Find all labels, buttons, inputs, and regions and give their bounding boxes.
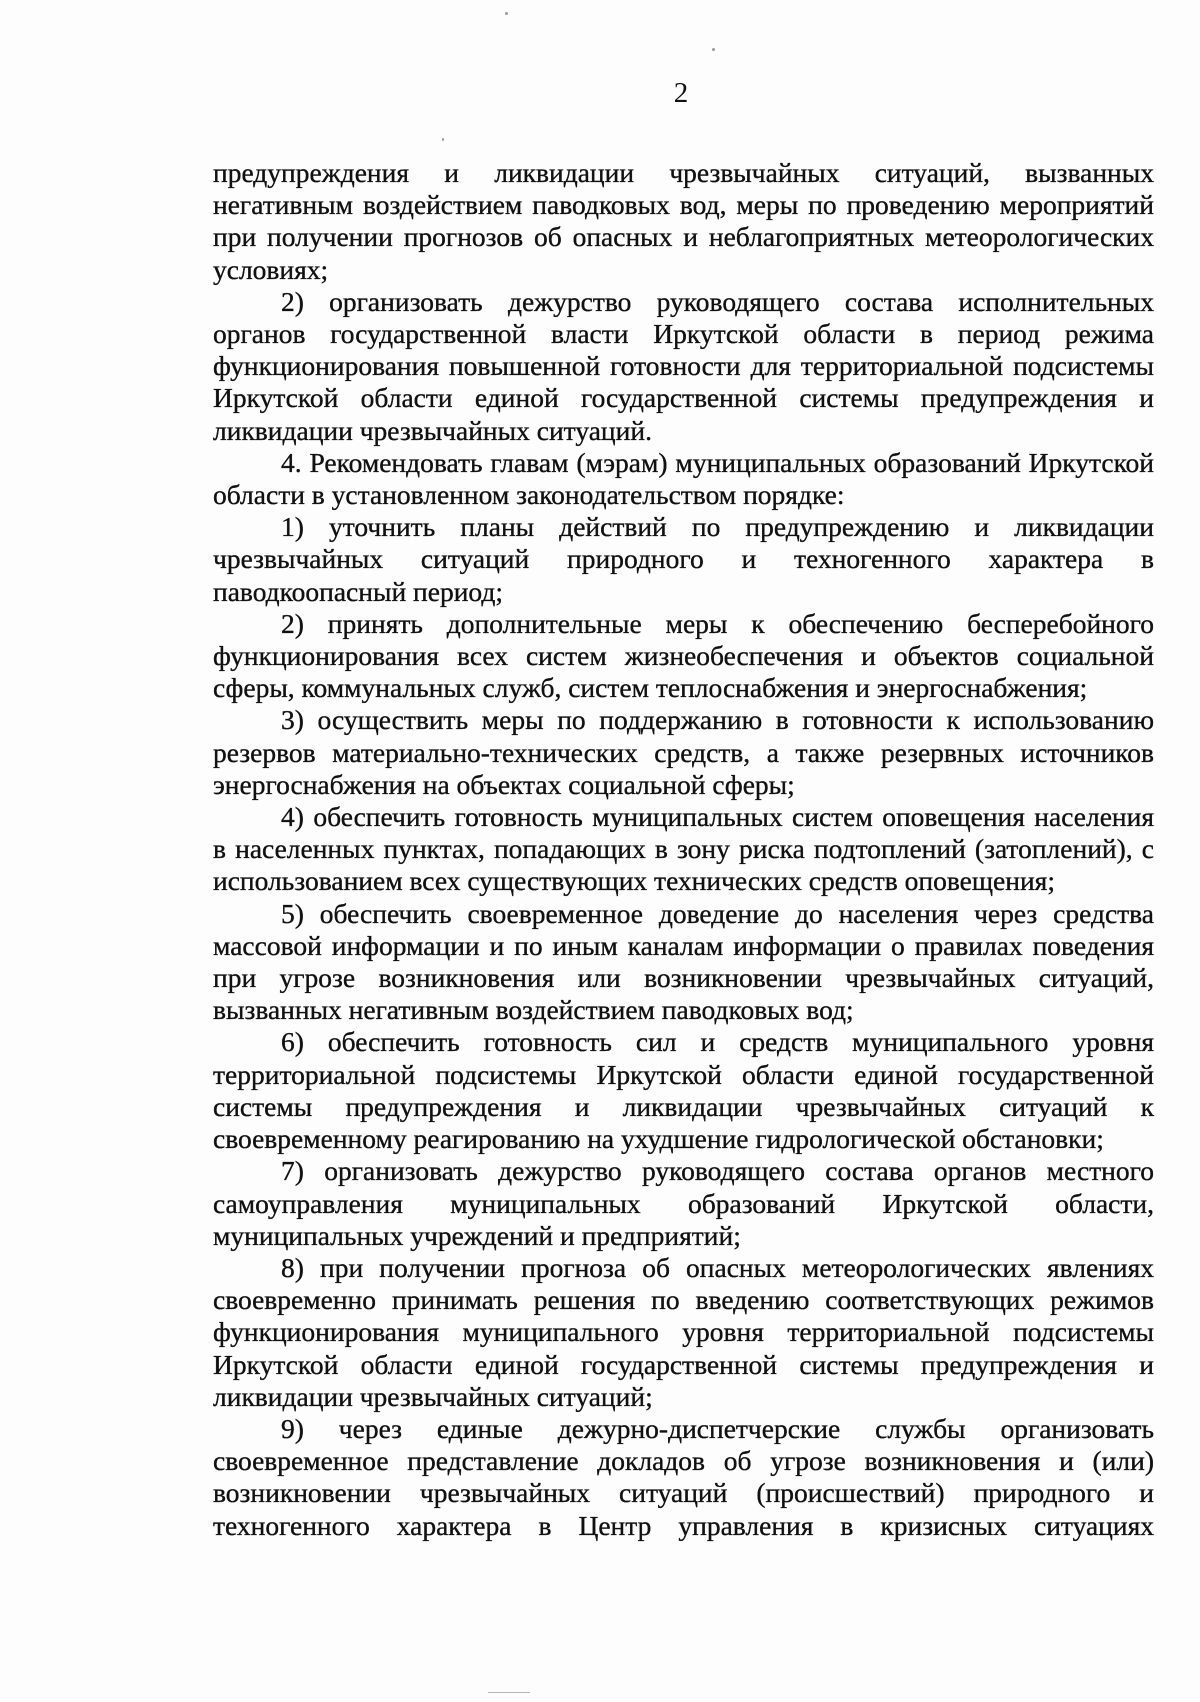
paragraph-item-8: 8) при получении прогноза об опасных метеорологических явлениях своевременно принимать решения по введению соответствующих режимов функционирования муниципального уровня территориальной подсистемы Иркутской области единой государственной системы предупреждения и ликвидации чрезвычайных ситуаций; <box>213 1251 1154 1412</box>
paragraph-item-1: 1) уточнить планы действий по предупреждению и ликвидации чрезвычайных ситуаций природного и техногенного характера в паводкоопасный период; <box>213 511 1154 607</box>
scan-mark <box>488 1692 530 1693</box>
paragraph-item-3: 3) осуществить меры по поддержанию в готовности к использованию резервов материально-технических средств, а также резервных источников энергоснабжения на объектах социальной сферы; <box>213 704 1154 800</box>
paragraph-item-5: 5) обеспечить своевременное доведение до населения через средства массовой информации и по иным каналам информации о правилах поведения при угрозе возникновения или возникновении чрезвычайных ситуаций, вызванных негативным воздействием паводковых вод; <box>213 897 1154 1026</box>
scan-speck <box>505 12 508 15</box>
paragraph-continuation: предупреждения и ликвидации чрезвычайных ситуаций, вызванных негативным воздействием паводковых вод, меры по проведению мероприятий при получении прогнозов об опасных и неблагоприятных метеорологических условиях; <box>213 157 1154 285</box>
paragraph-item-2b: 2) принять дополнительные меры к обеспечению бесперебойного функционирования всех систем жизнеобеспечения и объектов социальной сферы, коммунальных служб, систем теплоснабжения и энергоснабжения; <box>213 607 1154 704</box>
paragraph-item-2: 2) организовать дежурство руководящего состава исполнительных органов государственной власти Иркутской области в период режима функционирования повышенной готовности для территориальной подсистемы Иркутской области единой государственной системы предупреждения и ликвидации чрезвычайных ситуаций. <box>213 285 1154 446</box>
page-number: 2 <box>673 77 689 109</box>
paragraph-item-6: 6) обеспечить готовность сил и средств муниципального уровня территориальной подсистемы Иркутской области единой государственной системы предупреждения и ликвидации чрезвычайных ситуаций к своевременному реагированию на ухудшение гидрологической обстановки; <box>213 1026 1154 1155</box>
scan-speck <box>712 48 715 51</box>
document-body <box>213 157 1154 1542</box>
paragraph-section-4: 4. Рекомендовать главам (мэрам) муниципальных образований Иркутской области в установленном законодательством порядке: <box>213 446 1154 511</box>
paragraph-item-9: 9) через единые дежурно-диспетчерские службы организовать своевременное представление докладов об угрозе возникновения и (или) возникновении чрезвычайных ситуаций (происшествий) природного и техногенного характера в Центр управления в кризисных ситуациях <box>213 1412 1154 1541</box>
scan-speck <box>442 138 444 141</box>
paragraph-item-4: 4) обеспечить готовность муниципальных систем оповещения населения в населенных пунктах, попадающих в зону риска подтоплений (затоплений), с использованием всех существующих технических средств оповещения; <box>213 801 1154 897</box>
paragraph-item-7: 7) организовать дежурство руководящего состава органов местного самоуправления муниципальных образований Иркутской области, муниципальных учреждений и предприятий; <box>213 1155 1154 1251</box>
